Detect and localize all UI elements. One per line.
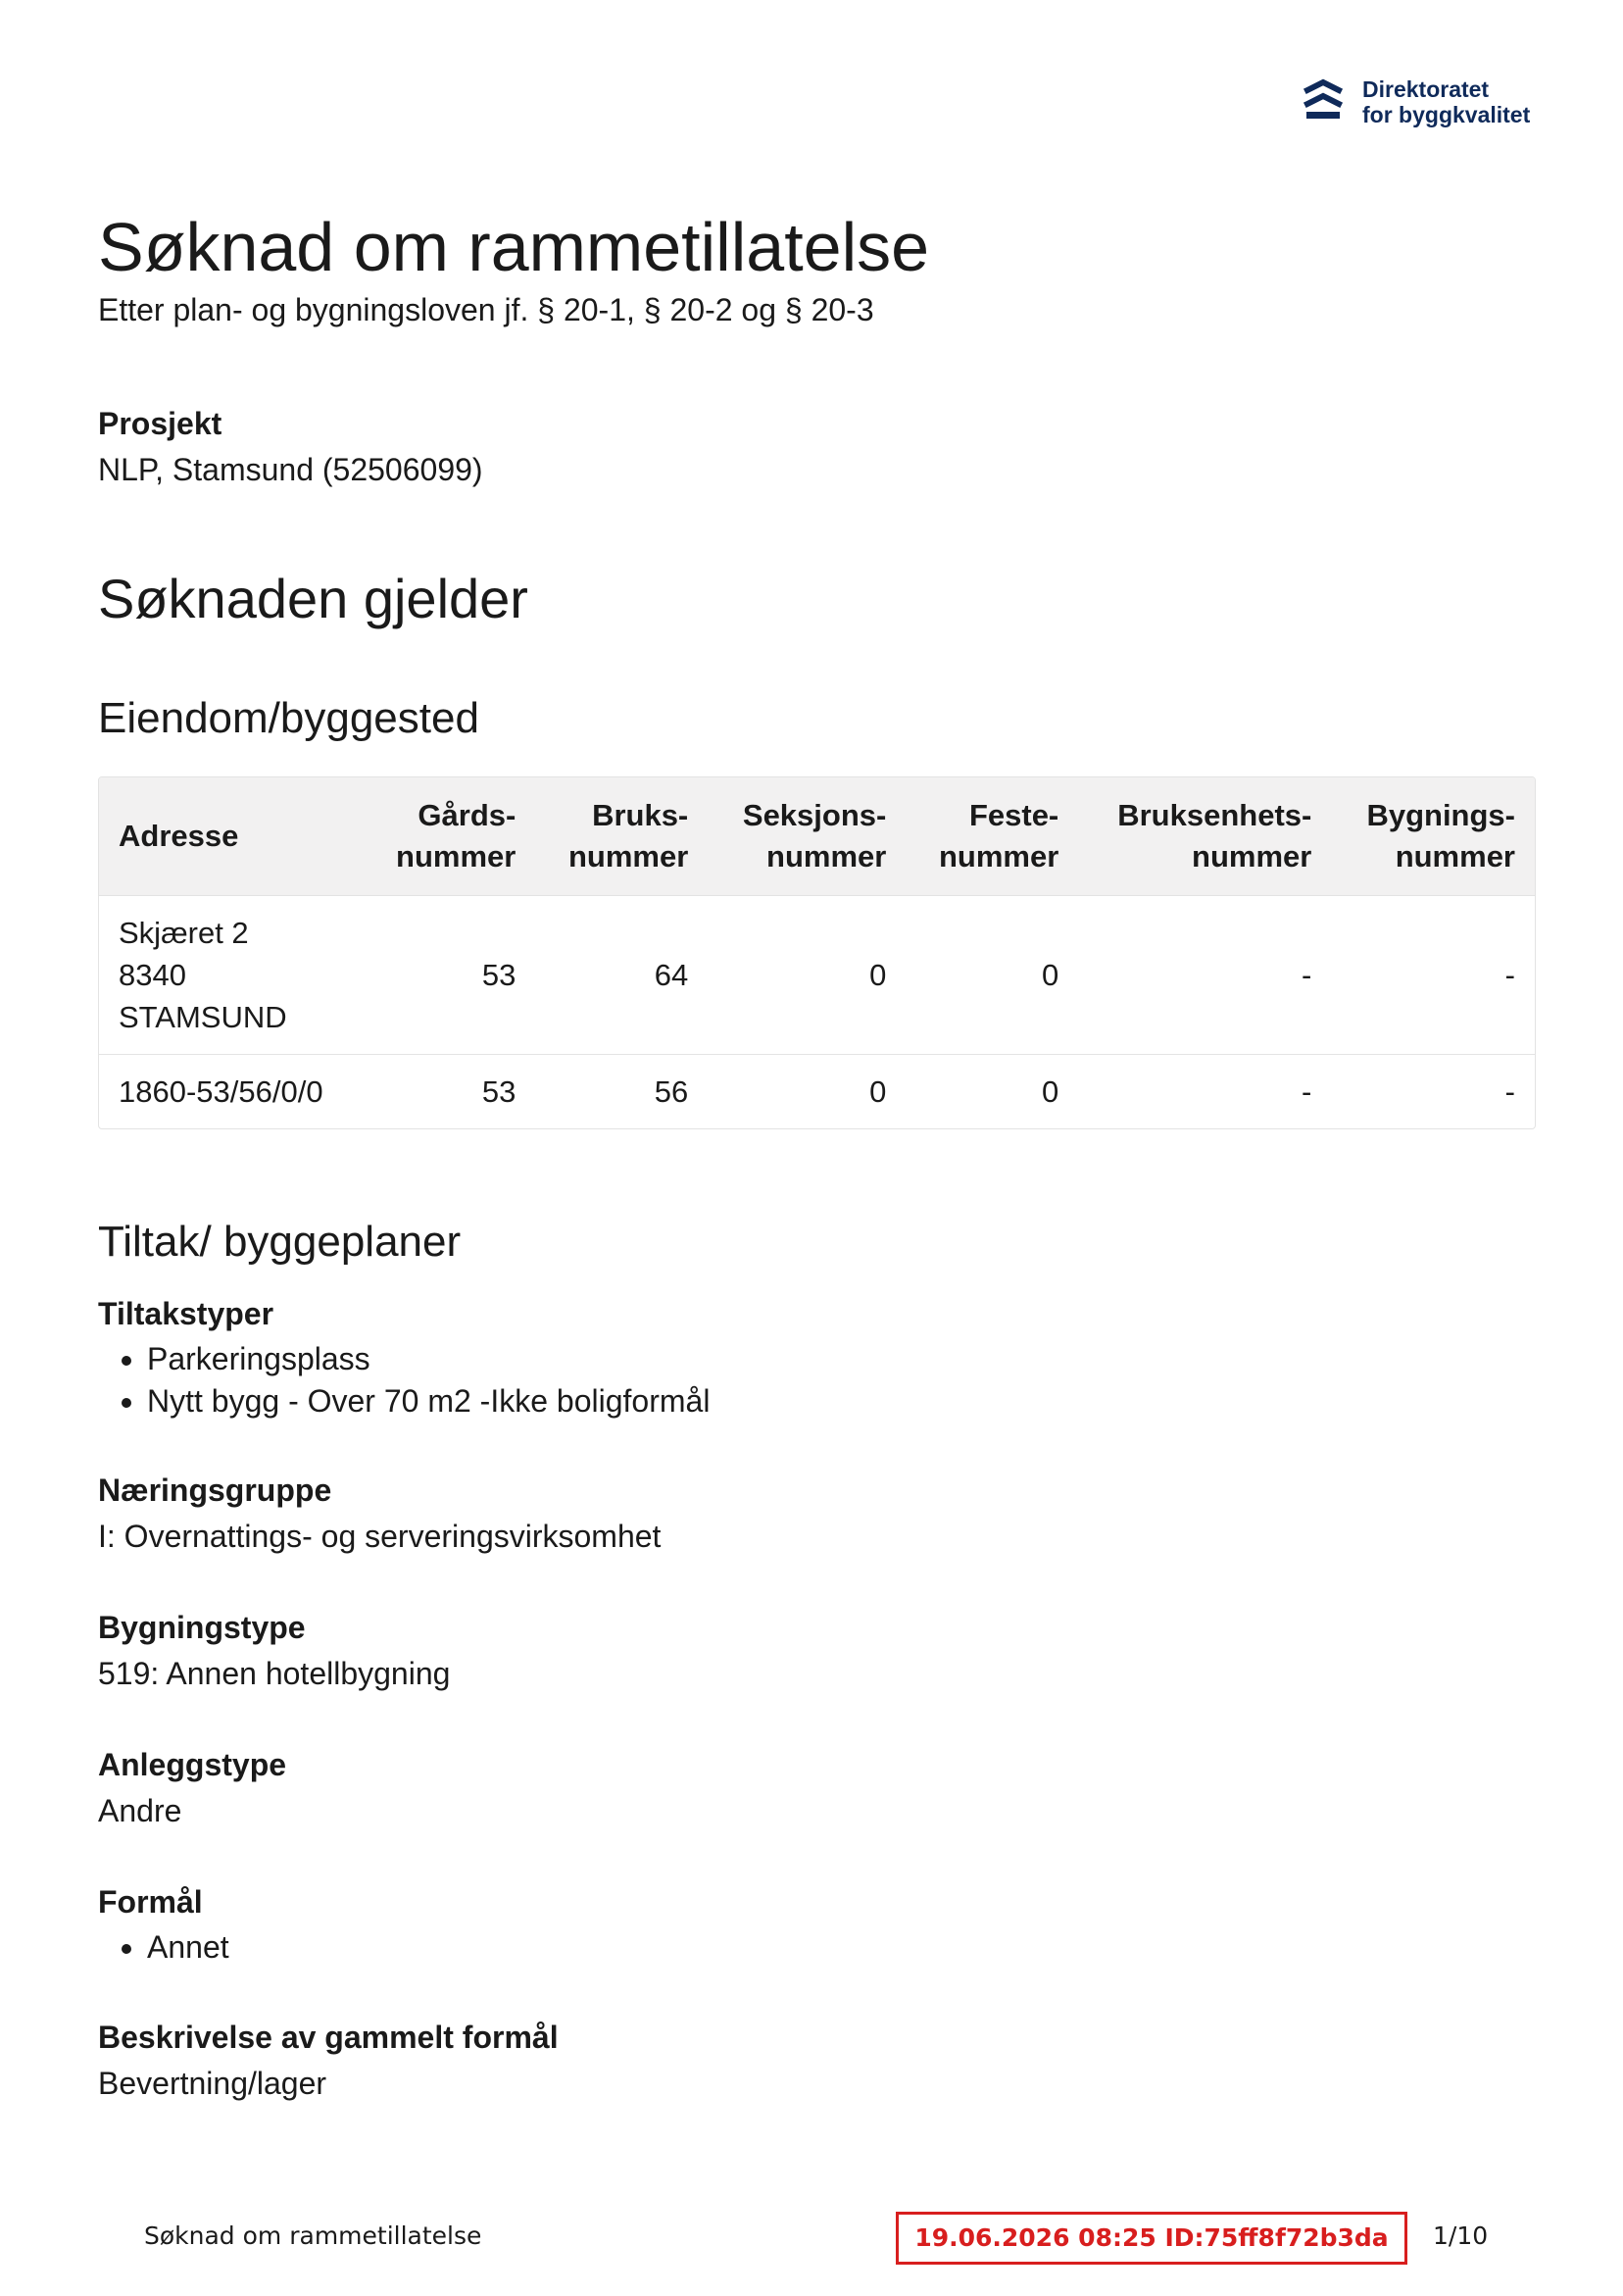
bruksnummer-cell: 56 (654, 1074, 689, 1109)
formal-list (98, 1926, 229, 1969)
property-table-header-row (99, 777, 1535, 896)
list-item: • Nytt bygg - Over 70 m2 -Ikke boligformål (147, 1380, 710, 1423)
property-table (98, 776, 1536, 1129)
formal-label: Formål (98, 1884, 203, 1920)
seksjonsnummer-cell: 0 (869, 958, 887, 992)
footer-document-title: Søknad om rammetillatelse (144, 2221, 482, 2250)
bygningstype-field (98, 1610, 450, 1692)
address-cell: Skjæret 2 8340 STAMSUND (119, 916, 287, 1034)
naeringsgruppe-value: I: Overnattings- og serveringsvirksomhet (98, 1519, 662, 1554)
bruksenhetsnummer-cell: - (1302, 958, 1312, 992)
bygningstype-label: Bygningstype (98, 1610, 306, 1645)
bruksenhetsnummer-cell: - (1302, 1074, 1312, 1109)
table-row (99, 1055, 1535, 1129)
col-gardsnummer: Gårds- nummer (363, 777, 535, 896)
gammelt-formal-label: Beskrivelse av gammelt formål (98, 2020, 559, 2055)
col-bygningsnummer: Bygnings- nummer (1331, 777, 1535, 896)
col-bruksenhetsnummer: Bruksenhets- nummer (1078, 777, 1331, 896)
section-heading-soknaden-gjelder: Søknaden gjelder (98, 568, 528, 629)
bygningsnummer-cell: - (1504, 1074, 1515, 1109)
page-number: 1/10 (1433, 2221, 1489, 2250)
anleggstype-field (98, 1747, 286, 1829)
col-seksjonsnummer: Seksjons- nummer (708, 777, 906, 896)
project-value: NLP, Stamsund (52506099) (98, 452, 483, 487)
tiltakstyper-field (98, 1296, 710, 1423)
festenummer-cell: 0 (1042, 958, 1059, 992)
bruksnummer-cell: 64 (654, 958, 689, 992)
naeringsgruppe-label: Næringsgruppe (98, 1472, 332, 1508)
table-row (99, 896, 1535, 1055)
gardsnummer-cell: 53 (481, 958, 516, 992)
project-label: Prosjekt (98, 406, 222, 441)
anleggstype-label: Anleggstype (98, 1747, 287, 1782)
gammelt-formal-value: Bevertning/lager (98, 2066, 327, 2101)
col-adresse: Adresse (99, 777, 363, 896)
dibk-logo-icon (1303, 78, 1343, 125)
gammelt-formal-field (98, 2020, 559, 2102)
footer-timestamp-stamp: 19.06.2026 08:25 ID:75ff8f72b3da (896, 2212, 1407, 2265)
logo-line-1: Direktoratet (1362, 76, 1490, 102)
dibk-logo (1303, 76, 1530, 127)
tiltakstyper-list (98, 1338, 710, 1423)
plans-heading: Tiltak/ byggeplaner (98, 1218, 462, 1266)
property-heading: Eiendom/byggested (98, 694, 479, 742)
bygningstype-value: 519: Annen hotellbygning (98, 1656, 451, 1691)
gardsnummer-cell: 53 (481, 1074, 516, 1109)
seksjonsnummer-cell: 0 (869, 1074, 887, 1109)
project-field (98, 406, 483, 488)
logo-text (1362, 76, 1530, 127)
document-subtitle: Etter plan- og bygningsloven jf. § 20-1, § 20-2 og § 20-3 (98, 292, 874, 327)
anleggstype-value: Andre (98, 1793, 182, 1828)
list-item: • Annet (147, 1926, 229, 1969)
col-bruksnummer: Bruks- nummer (535, 777, 708, 896)
formal-field (98, 1884, 229, 1969)
col-festenummer: Feste- nummer (906, 777, 1078, 896)
address-cell: 1860-53/56/0/0 (119, 1074, 323, 1109)
tiltakstyper-label: Tiltakstyper (98, 1296, 274, 1331)
list-item: • Parkeringsplass (147, 1338, 710, 1380)
bygningsnummer-cell: - (1504, 958, 1515, 992)
festenummer-cell: 0 (1042, 1074, 1059, 1109)
logo-line-2: for byggkvalitet (1362, 102, 1531, 127)
naeringsgruppe-field (98, 1472, 661, 1555)
page-footer (0, 2218, 1623, 2257)
document-title: Søknad om rammetillatelse (98, 209, 930, 285)
